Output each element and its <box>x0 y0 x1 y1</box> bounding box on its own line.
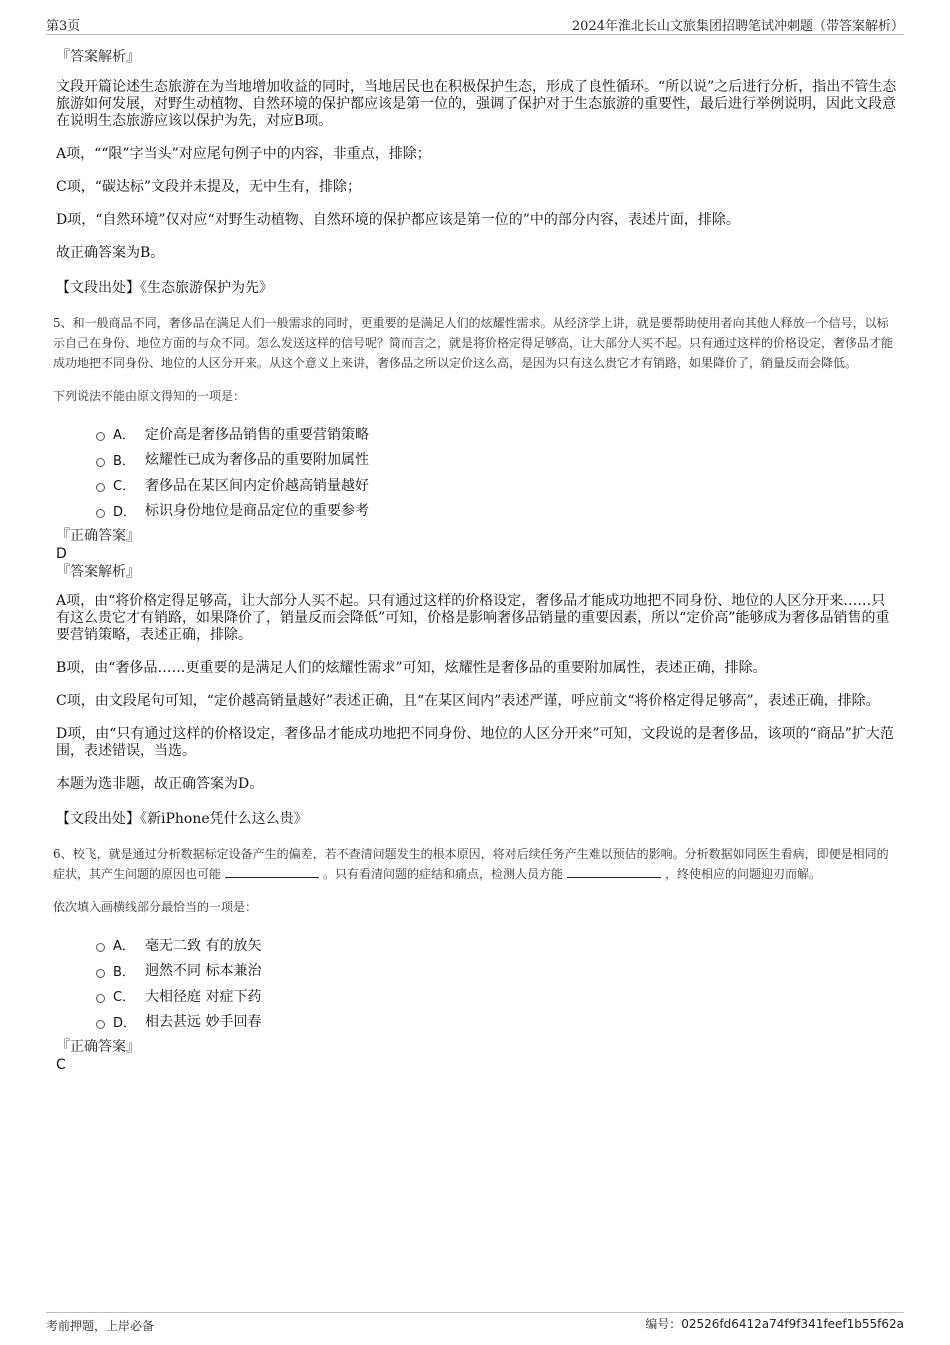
option-c[interactable]: C． 奢侈品在某区间内定价越高销量越好 <box>56 472 898 498</box>
analysis-option-d: D项，“自然环境”仅对应“对野生动植物、自然环境的保护都应该是第一位的”中的部分内容，表述片面，排除。 <box>56 212 740 228</box>
fill-blank-1 <box>225 867 319 878</box>
option-b[interactable]: B． 炫耀性已成为奢侈品的重要附加属性 <box>56 447 898 473</box>
radio-icon[interactable] <box>96 1020 105 1029</box>
analysis-option-d: D项，由“只有通过这样的价格设定，奢侈品才能成功地把不同身份、地位的人区分开来”可知，文段说的是奢侈品，该项的“商品”扩大范围，表述错误，当选。 <box>56 726 894 759</box>
analysis-label: 『答案解析』 <box>56 49 140 65</box>
radio-icon[interactable] <box>96 509 105 518</box>
fill-blank-2 <box>567 867 661 878</box>
radio-icon[interactable] <box>96 483 105 492</box>
document-code: 编号：02526fd6412a74f9f341feef1b55f62a <box>645 1317 904 1331</box>
question-6-stem: 6、校飞，就是通过分析数据标定设备产生的偏差，若不查清问题发生的根本原因，将对后续任务产生难以预估的影响。分析数据如同医生看病，即便是相同的症状，其产生问题的原因也可能 。只有看清问题的症结和痛点，检测人员方能 ，终使相应的问题迎刃而解。 <box>53 847 889 881</box>
question-5-options <box>56 421 898 523</box>
option-d[interactable]: D． 相去甚远 妙手回春 <box>56 1009 898 1035</box>
analysis-option-c: C项，“碳达标”文段并未提及，无中生有，排除； <box>56 179 362 195</box>
page-header <box>46 12 904 35</box>
analysis-option-b: B项，由“奢侈品……更重要的是满足人们的炫耀性需求”可知，炫耀性是奢侈品的重要附加属性，表述正确，排除。 <box>56 660 767 676</box>
analysis-paragraph: 文段开篇论述生态旅游在为当地增加收益的同时，当地居民也在积极保护生态，形成了良性循环。“所以说”之后进行分析，指出不管生态旅游如何发展，对野生动植物、自然环境的保护都应该是第一位的，强调了保护对于生态旅游的重要性，最后进行举例说明，因此文段意在说明生态旅游应该以保护为先，对应B项。 <box>56 79 897 129</box>
correct-answer: C <box>56 1057 66 1073</box>
analysis-option-a: A项，由“将价格定得足够高，让大部分人买不起。只有通过这样的价格设定，奢侈品才能成功地把不同身份、地位的人区分开来……只有这么贵它才有销路，如果降价了，销量反而会降低”可知，价格是影响奢侈品销量的重要因素，所以“定价高”能够成为奢侈品销售的重要营销策略，表述正确，排除。 <box>56 593 890 643</box>
question-5-prompt: 下列说法不能由原文得知的一项是： <box>53 389 246 403</box>
page-footer <box>46 1312 904 1333</box>
analysis-conclusion: 本题为选非题，故正确答案为D。 <box>56 776 264 792</box>
radio-icon[interactable] <box>96 943 105 952</box>
radio-icon[interactable] <box>96 969 105 978</box>
correct-answer-label: 『正确答案』 <box>56 528 140 544</box>
page-number: 第3页 <box>46 19 81 34</box>
option-a[interactable]: A． 毫无二致 有的放矢 <box>56 932 898 958</box>
page-content <box>53 48 898 1074</box>
document-title: 2024年淮北长山文旅集团招聘笔试冲刺题（带答案解析） <box>571 19 904 34</box>
question-6-prompt: 依次填入画横线部分最恰当的一项是： <box>53 900 258 914</box>
footer-slogan: 考前押题，上岸必备 <box>46 1319 155 1333</box>
analysis-option-c: C项，由文段尾句可知，“定价越高销量越好”表述正确，且“在某区间内”表述严谨，呼应前文“将价格定得足够高”，表述正确，排除。 <box>56 693 880 709</box>
correct-answer: D <box>56 546 67 562</box>
analysis-label: 『答案解析』 <box>56 564 140 580</box>
option-d[interactable]: D． 标识身份地位是商品定位的重要参考 <box>56 498 898 524</box>
radio-icon[interactable] <box>96 432 105 441</box>
analysis-conclusion: 故正确答案为B。 <box>56 245 165 261</box>
radio-icon[interactable] <box>96 994 105 1003</box>
option-c[interactable]: C． 大相径庭 对症下药 <box>56 983 898 1009</box>
passage-source: 【文段出处】《生态旅游保护为先》 <box>56 280 273 296</box>
option-b[interactable]: B． 迥然不同 标本兼治 <box>56 958 898 984</box>
option-a[interactable]: A． 定价高是奢侈品销售的重要营销策略 <box>56 421 898 447</box>
analysis-option-a: A项，““限”字当头”对应尾句例子中的内容，非重点，排除； <box>56 146 431 162</box>
passage-source: 【文段出处】《新iPhone凭什么这么贵》 <box>56 811 308 827</box>
correct-answer-label: 『正确答案』 <box>56 1039 140 1055</box>
question-6-options <box>56 932 898 1034</box>
question-5-stem: 5、和一般商品不同，奢侈品在满足人们一般需求的同时，更重要的是满足人们的炫耀性需求。从经济学上讲，就是要帮助使用者向其他人释放一个信号，以标示自己在身份、地位方面的与众不同。怎么发送这样的信号呢？简而言之，就是将价格定得足够高，让大部分人买不起。只有通过这样的价格设定，奢侈品才能成功地把不同身份、地位的人区分开来。从这个意义上来讲，奢侈品之所以定价这么高，是因为只有这么贵它才有销路，如果降价了，销量反而会降低。 <box>53 316 894 370</box>
radio-icon[interactable] <box>96 458 105 467</box>
